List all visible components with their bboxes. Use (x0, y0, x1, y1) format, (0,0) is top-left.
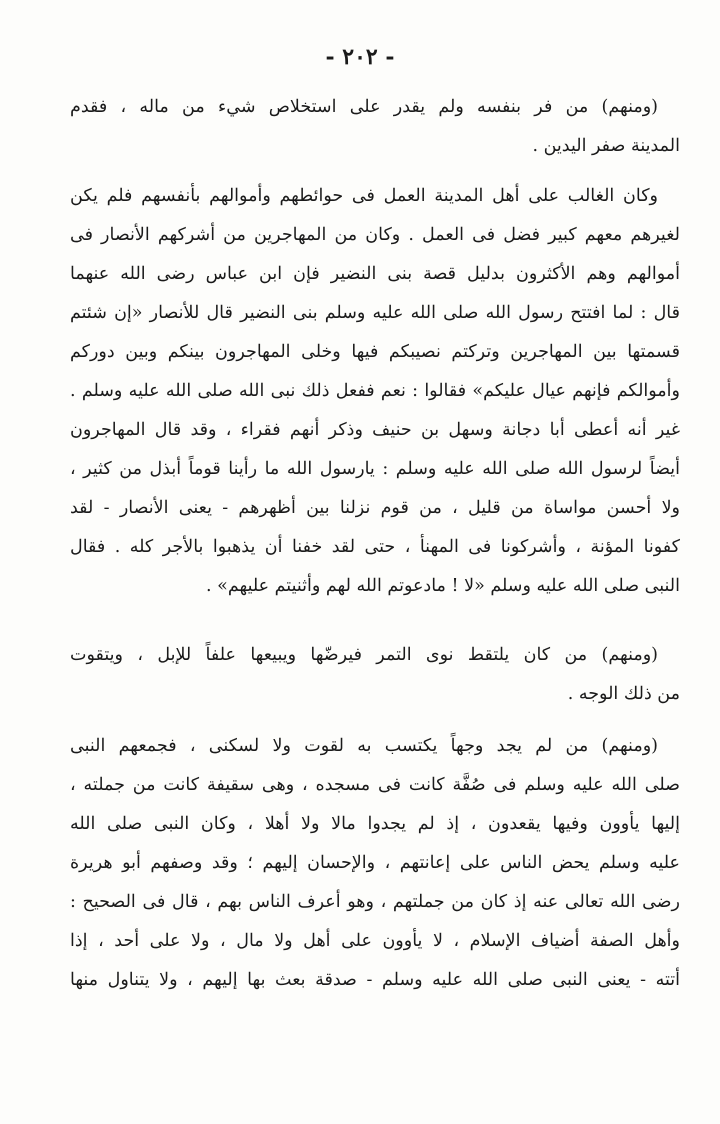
text-line: صلى الله عليه وسلم فى صُفَّة كانت فى مسجده ، وهى سقيفة كانت من جملته ، (70, 775, 680, 795)
text-line: وكان الغالب على أهل المدينة العمل فى حوائطهم وأموالهم بأنفسهم فلم يكن (70, 186, 658, 206)
text-line: أيضاً لرسول الله صلى الله عليه وسلم : يارسول الله ما رأينا قوماً أبذل من كثير ، (70, 459, 680, 479)
text-line: من ذلك الوجه . (567, 684, 680, 704)
text-line: كفونا المؤنة ، وأشركونا فى المهنأ ، حتى لقد خفنا أن يذهبوا بالأجر كله . فقال (70, 537, 680, 557)
text-line: النبى صلى الله عليه وسلم «لا ! مادعوتم الله لهم وأثنيتم عليهم» . (206, 576, 680, 596)
text-line: رضى الله تعالى عنه إذ كان من جملتهم ، وهو أعرف الناس بهم ، قال فى الصحيح : (70, 892, 680, 912)
text-line: أتته - يعنى النبى صلى الله عليه وسلم - صدقة بعث بها إليهم ، ولا يتناول منها (70, 970, 680, 990)
text-line: (ومنهم) من لم يجد وجهاً يكتسب به لقوت ولا لسكنى ، فجمعهم النبى (70, 736, 658, 756)
paragraph-4 (70, 727, 680, 1000)
text-line: (ومنهم) من كان يلتقط نوى التمر فيرضّها ويبيعها علفاً للإبل ، ويتقوت (70, 645, 658, 665)
paragraph-1 (70, 88, 680, 166)
text-line: وأهل الصفة أضياف الإسلام ، لا يأوون على أهل ولا مال ، ولا على أحد ، إذا (70, 931, 680, 951)
text-line: أموالهم وهم الأكثرون بدليل قصة بنى النضير فإن ابن عباس رضى الله عنهما (70, 264, 680, 284)
paragraph-2 (70, 177, 680, 606)
text-line: لغيرهم معهم كبير فضل فى العمل . وكان من المهاجرين من أشركهم الأنصار فى (70, 225, 680, 245)
text-line: إليها يأوون وفيها يقعدون ، إذ لم يجدوا مالا ولا أهلا ، وكان النبى صلى الله (70, 814, 680, 834)
text-line: عليه وسلم يحض الناس على إعانتهم ، والإحسان إليهم ؛ وقد وصفهم أبو هريرة (70, 853, 680, 873)
text-line: غير أنه أعطى أبا دجانة وسهل بن حنيف وذكر أنهم فقراء ، وقد قال المهاجرون (70, 420, 680, 440)
text-line: قسمتها بين المهاجرين وتركتم نصيبكم فيها وخلى المهاجرون بينكم وبين دوركم (70, 342, 680, 362)
page-number: - ٢٠٢ - (325, 44, 395, 70)
text-line: وأموالكم فإنهم عيال عليكم» فقالوا : نعم ففعل ذلك نبى الله صلى الله عليه وسلم . (70, 381, 680, 401)
paragraph-3 (70, 636, 680, 714)
text-line: المدينة صفر اليدين . (532, 136, 680, 156)
text-line: قال : لما افتتح رسول الله صلى الله عليه وسلم بنى النضير قال للأنصار «إن شئتم (70, 303, 680, 323)
text-line: ولا أحسن مواساة من قليل ، من قوم نزلنا بين أظهرهم - يعنى الأنصار - لقد (70, 498, 680, 518)
text-line: (ومنهم) من فر بنفسه ولم يقدر على استخلاص شيء من ماله ، فقدم (70, 97, 658, 117)
